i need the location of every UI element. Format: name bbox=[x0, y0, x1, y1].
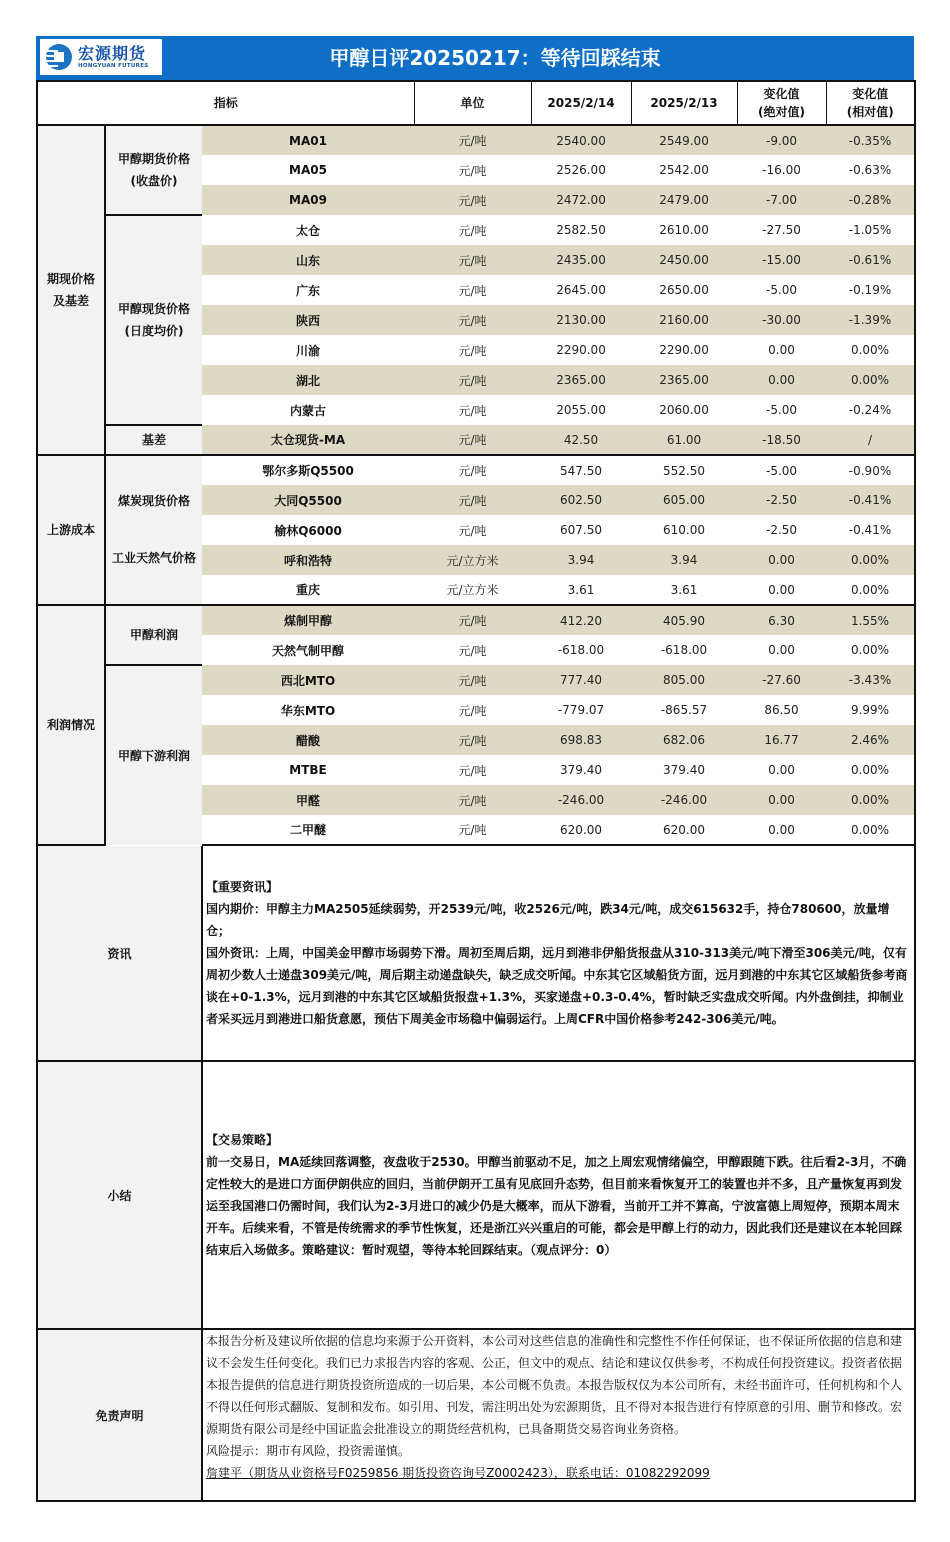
row-value-date1: 2582.50 bbox=[531, 215, 631, 245]
row-name: 华东MTO bbox=[202, 695, 414, 725]
row-unit: 元/吨 bbox=[414, 215, 531, 245]
row-change-abs: -27.60 bbox=[737, 665, 826, 695]
row-value-date2: 2160.00 bbox=[631, 305, 737, 335]
row-name: 呼和浩特 bbox=[202, 545, 414, 575]
table-row bbox=[37, 455, 915, 485]
row-change-rel: -0.61% bbox=[826, 245, 915, 275]
row-value-date2: 379.40 bbox=[631, 755, 737, 785]
row-change-abs: 0.00 bbox=[737, 635, 826, 665]
row-value-date2: 552.50 bbox=[631, 455, 737, 485]
row-change-abs: -5.00 bbox=[737, 455, 826, 485]
summary-heading: 【交易策略】 bbox=[206, 1133, 279, 1147]
row-change-rel: -1.39% bbox=[826, 305, 915, 335]
row-value-date2: 2542.00 bbox=[631, 155, 737, 185]
row-name: 山东 bbox=[202, 245, 414, 275]
row-name: 西北MTO bbox=[202, 665, 414, 695]
row-value-date1: 2472.00 bbox=[531, 185, 631, 215]
commentary-table bbox=[36, 846, 916, 1502]
row-name: MA09 bbox=[202, 185, 414, 215]
row-name: 煤制甲醇 bbox=[202, 605, 414, 635]
news-foreign: 国外资讯：上周，中国美金甲醇市场弱势下滑。周初至周后期，远月到港非伊船货报盘从310-313美元/吨下滑至306美元/吨，仅有周初少数人士递盘309美元/吨，周后期主动递盘缺失，缺乏成交听闻。中东其它区域船货方面，远月到港的中东其它区域船货参考商谈在+0-1.3%，远月到港的中东其它区域船货报盘+1.3%，买家递盘+0.3-0.4%，暂时缺乏实盘成交听闻。内外盘倒挂，抑制业者采买远月到港进口船货意愿，预估下周美金市场稳中偏弱运行。上周CFR中国价格参考242-306美元/吨。 bbox=[206, 946, 908, 1026]
row-change-rel: 2.46% bbox=[826, 725, 915, 755]
row-unit: 元/吨 bbox=[414, 275, 531, 305]
row-value-date1: 620.00 bbox=[531, 815, 631, 845]
table-row bbox=[37, 425, 915, 455]
row-name: 太仓现货-MA bbox=[202, 425, 414, 455]
subgroup-gas-price: 工业天然气价格 bbox=[105, 545, 202, 605]
news-domestic: 国内期价：甲醇主力MA2505延续弱势，开2539元/吨，收2526元/吨，跌34元/吨，成交615632手，持仓780600，放量增仓； bbox=[206, 902, 890, 938]
subgroup-coal-price: 煤炭现货价格 bbox=[105, 455, 202, 545]
subgroup-methanol-profit: 甲醇利润 bbox=[105, 605, 202, 665]
risk-notice: 风险提示：期市有风险，投资需谨慎。 bbox=[206, 1444, 411, 1458]
row-name: MA01 bbox=[202, 125, 414, 155]
row-name: MTBE bbox=[202, 755, 414, 785]
summary-body: 前一交易日，MA延续回落调整，夜盘收于2530。甲醇当前驱动不足，加之上周宏观情绪偏空，甲醇跟随下跌。往后看2-3月，不确定性较大的是进口方面伊朗供应的回归，当前伊朗开工虽有见底回升态势，但目前来看恢复开工的装置也并不多，且产量恢复再到发运至我国港口仍需时间，我们认为2-3月进口的减少仍是大概率，而从下游看，当前开工并不算高，宁波富德上周短停，预期本周末开车。后续来看，不管是传统需求的季节性恢复，还是浙江兴兴重启的可能，都会是甲醇上行的动力，因此我们还是建议在本轮回踩结束后入场做多。策略建议：暂时观望，等待本轮回踩结束。（观点评分：0） bbox=[206, 1155, 907, 1257]
row-change-abs: 0.00 bbox=[737, 815, 826, 845]
row-change-abs: -5.00 bbox=[737, 395, 826, 425]
row-name: 醋酸 bbox=[202, 725, 414, 755]
row-value-date1: 3.61 bbox=[531, 575, 631, 605]
row-value-date1: 698.83 bbox=[531, 725, 631, 755]
row-change-abs: -16.00 bbox=[737, 155, 826, 185]
row-change-rel: 0.00% bbox=[826, 785, 915, 815]
row-value-date1: 2645.00 bbox=[531, 275, 631, 305]
row-change-rel: 0.00% bbox=[826, 635, 915, 665]
row-change-rel: -0.28% bbox=[826, 185, 915, 215]
row-change-rel: 0.00% bbox=[826, 815, 915, 845]
row-name: 甲醛 bbox=[202, 785, 414, 815]
row-change-rel: 0.00% bbox=[826, 545, 915, 575]
row-value-date1: -246.00 bbox=[531, 785, 631, 815]
row-value-date1: -618.00 bbox=[531, 635, 631, 665]
row-name: 鄂尔多斯Q5500 bbox=[202, 455, 414, 485]
table-row bbox=[37, 605, 915, 635]
report-sheet bbox=[36, 36, 914, 1502]
row-unit: 元/吨 bbox=[414, 605, 531, 635]
analyst-contact: 詹建平（期货从业资格号F0259856 期货投资咨询号Z0002423），联系电话：01082292099 bbox=[206, 1466, 710, 1480]
row-name: 榆林Q6000 bbox=[202, 515, 414, 545]
row-change-abs: -2.50 bbox=[737, 515, 826, 545]
row-value-date1: 2435.00 bbox=[531, 245, 631, 275]
summary-label: 小结 bbox=[37, 1061, 202, 1329]
data-table bbox=[36, 80, 916, 846]
row-unit: 元/吨 bbox=[414, 725, 531, 755]
row-unit: 元/吨 bbox=[414, 665, 531, 695]
row-unit: 元/吨 bbox=[414, 485, 531, 515]
news-content bbox=[202, 846, 915, 1061]
row-value-date2: 2060.00 bbox=[631, 395, 737, 425]
row-value-date2: 2365.00 bbox=[631, 365, 737, 395]
news-section bbox=[37, 846, 915, 1061]
row-change-rel: -0.24% bbox=[826, 395, 915, 425]
row-change-abs: -9.00 bbox=[737, 125, 826, 155]
row-value-date2: 3.61 bbox=[631, 575, 737, 605]
row-value-date2: 2549.00 bbox=[631, 125, 737, 155]
table-row bbox=[37, 125, 915, 155]
row-change-abs: 0.00 bbox=[737, 335, 826, 365]
subgroup-futures-price: 甲醇期货价格 (收盘价) bbox=[105, 125, 202, 215]
col-header-change-abs: 变化值 (绝对值) bbox=[737, 81, 826, 125]
row-change-abs: 86.50 bbox=[737, 695, 826, 725]
row-change-abs: -2.50 bbox=[737, 485, 826, 515]
logo-text-cn: 宏源期货 bbox=[78, 44, 147, 63]
row-change-rel: -0.63% bbox=[826, 155, 915, 185]
row-unit: 元/吨 bbox=[414, 185, 531, 215]
row-unit: 元/立方米 bbox=[414, 575, 531, 605]
row-change-rel: 9.99% bbox=[826, 695, 915, 725]
category-price-basis: 期现价格 及基差 bbox=[37, 125, 105, 455]
row-change-rel: 0.00% bbox=[826, 755, 915, 785]
row-name: 太仓 bbox=[202, 215, 414, 245]
row-change-rel: / bbox=[826, 425, 915, 455]
table-header bbox=[37, 81, 915, 125]
row-change-abs: 6.30 bbox=[737, 605, 826, 635]
title-bar bbox=[36, 36, 914, 80]
row-change-rel: 0.00% bbox=[826, 335, 915, 365]
row-unit: 元/吨 bbox=[414, 425, 531, 455]
row-value-date2: 2450.00 bbox=[631, 245, 737, 275]
row-unit: 元/吨 bbox=[414, 125, 531, 155]
row-change-abs: 0.00 bbox=[737, 575, 826, 605]
row-change-rel: -0.41% bbox=[826, 515, 915, 545]
row-unit: 元/吨 bbox=[414, 815, 531, 845]
subgroup-basis: 基差 bbox=[105, 425, 202, 455]
row-unit: 元/吨 bbox=[414, 245, 531, 275]
row-change-abs: -15.00 bbox=[737, 245, 826, 275]
row-change-rel: -1.05% bbox=[826, 215, 915, 245]
row-name: 二甲醚 bbox=[202, 815, 414, 845]
row-unit: 元/吨 bbox=[414, 755, 531, 785]
row-value-date2: 605.00 bbox=[631, 485, 737, 515]
row-change-abs: -5.00 bbox=[737, 275, 826, 305]
table-row bbox=[37, 215, 915, 245]
row-value-date2: -618.00 bbox=[631, 635, 737, 665]
row-value-date1: 547.50 bbox=[531, 455, 631, 485]
row-value-date1: 607.50 bbox=[531, 515, 631, 545]
row-name: 天然气制甲醇 bbox=[202, 635, 414, 665]
row-unit: 元/吨 bbox=[414, 695, 531, 725]
row-change-abs: -30.00 bbox=[737, 305, 826, 335]
col-header-date1: 2025/2/14 bbox=[531, 81, 631, 125]
row-value-date1: 2055.00 bbox=[531, 395, 631, 425]
row-change-abs: 0.00 bbox=[737, 365, 826, 395]
row-value-date2: 2290.00 bbox=[631, 335, 737, 365]
row-value-date2: 620.00 bbox=[631, 815, 737, 845]
row-name: 内蒙古 bbox=[202, 395, 414, 425]
row-value-date2: 2650.00 bbox=[631, 275, 737, 305]
row-change-abs: -18.50 bbox=[737, 425, 826, 455]
news-label: 资讯 bbox=[37, 846, 202, 1061]
row-name: 大同Q5500 bbox=[202, 485, 414, 515]
row-change-abs: -7.00 bbox=[737, 185, 826, 215]
col-header-change-rel: 变化值 (相对值) bbox=[826, 81, 915, 125]
disclaimer-body: 本报告分析及建议所依据的信息均来源于公开资料，本公司对这些信息的准确性和完整性不作任何保证，也不保证所依据的信息和建议不会发生任何变化。我们已力求报告内容的客观、公正，但文中的观点、结论和建议仅供参考，不构成任何投资建议。投资者依据本报告提供的信息进行期货投资所造成的一切后果，本公司概不负责。本报告版权仅为本公司所有，未经书面许可，任何机构和个人不得以任何形式翻版、复制和发布。如引用、刊发，需注明出处为宏源期货，且不得对本报告进行有悖原意的引用、删节和修改。宏源期货有限公司是经中国证监会批准设立的期货经营机构，已具备期货交易咨询业务资格。 bbox=[206, 1334, 903, 1436]
row-value-date1: 412.20 bbox=[531, 605, 631, 635]
row-value-date1: 602.50 bbox=[531, 485, 631, 515]
row-value-date2: 610.00 bbox=[631, 515, 737, 545]
row-unit: 元/吨 bbox=[414, 785, 531, 815]
col-header-date2: 2025/2/13 bbox=[631, 81, 737, 125]
row-value-date2: 405.90 bbox=[631, 605, 737, 635]
row-value-date1: 42.50 bbox=[531, 425, 631, 455]
table-row bbox=[37, 665, 915, 695]
col-header-unit: 单位 bbox=[414, 81, 531, 125]
row-value-date1: 2130.00 bbox=[531, 305, 631, 335]
row-change-rel: -0.35% bbox=[826, 125, 915, 155]
row-change-abs: 0.00 bbox=[737, 785, 826, 815]
row-change-abs: -27.50 bbox=[737, 215, 826, 245]
summary-section bbox=[37, 1061, 915, 1329]
logo-text-en: HONGYUAN FUTURES bbox=[78, 63, 149, 69]
row-name: 广东 bbox=[202, 275, 414, 305]
row-unit: 元/吨 bbox=[414, 455, 531, 485]
row-unit: 元/吨 bbox=[414, 335, 531, 365]
row-value-date2: 3.94 bbox=[631, 545, 737, 575]
disclaimer-content bbox=[202, 1329, 915, 1501]
row-name: 川渝 bbox=[202, 335, 414, 365]
row-unit: 元/吨 bbox=[414, 635, 531, 665]
row-change-abs: 0.00 bbox=[737, 755, 826, 785]
category-profit: 利润情况 bbox=[37, 605, 105, 845]
subgroup-downstream-profit: 甲醇下游利润 bbox=[105, 665, 202, 845]
row-value-date1: 379.40 bbox=[531, 755, 631, 785]
subgroup-spot-price: 甲醇现货价格 (日度均价) bbox=[105, 215, 202, 425]
row-change-rel: -0.90% bbox=[826, 455, 915, 485]
row-value-date1: 2290.00 bbox=[531, 335, 631, 365]
row-change-abs: 0.00 bbox=[737, 545, 826, 575]
row-unit: 元/吨 bbox=[414, 515, 531, 545]
report-title: 甲醇日评20250217：等待回踩结束 bbox=[329, 46, 661, 70]
row-change-rel: -0.41% bbox=[826, 485, 915, 515]
row-value-date1: 2365.00 bbox=[531, 365, 631, 395]
row-name: MA05 bbox=[202, 155, 414, 185]
row-change-rel: -3.43% bbox=[826, 665, 915, 695]
row-value-date1: -779.07 bbox=[531, 695, 631, 725]
row-name: 重庆 bbox=[202, 575, 414, 605]
row-value-date2: 2479.00 bbox=[631, 185, 737, 215]
row-change-rel: 0.00% bbox=[826, 575, 915, 605]
row-value-date1: 2540.00 bbox=[531, 125, 631, 155]
table-row bbox=[37, 545, 915, 575]
row-unit: 元/立方米 bbox=[414, 545, 531, 575]
row-change-rel: 0.00% bbox=[826, 365, 915, 395]
row-value-date2: 805.00 bbox=[631, 665, 737, 695]
row-unit: 元/吨 bbox=[414, 395, 531, 425]
row-unit: 元/吨 bbox=[414, 305, 531, 335]
col-header-indicator: 指标 bbox=[37, 81, 414, 125]
row-change-rel: -0.19% bbox=[826, 275, 915, 305]
row-value-date1: 3.94 bbox=[531, 545, 631, 575]
news-heading: 【重要资讯】 bbox=[206, 880, 279, 894]
row-value-date1: 777.40 bbox=[531, 665, 631, 695]
row-value-date2: 2610.00 bbox=[631, 215, 737, 245]
row-unit: 元/吨 bbox=[414, 155, 531, 185]
row-value-date2: -246.00 bbox=[631, 785, 737, 815]
disclaimer-section bbox=[37, 1329, 915, 1501]
row-name: 陕西 bbox=[202, 305, 414, 335]
row-value-date2: 682.06 bbox=[631, 725, 737, 755]
row-value-date2: -865.57 bbox=[631, 695, 737, 725]
disclaimer-label: 免责声明 bbox=[37, 1329, 202, 1501]
row-name: 湖北 bbox=[202, 365, 414, 395]
row-value-date1: 2526.00 bbox=[531, 155, 631, 185]
row-change-abs: 16.77 bbox=[737, 725, 826, 755]
row-unit: 元/吨 bbox=[414, 365, 531, 395]
summary-content bbox=[202, 1061, 915, 1329]
category-upstream-cost: 上游成本 bbox=[37, 455, 105, 605]
row-change-rel: 1.55% bbox=[826, 605, 915, 635]
row-value-date2: 61.00 bbox=[631, 425, 737, 455]
